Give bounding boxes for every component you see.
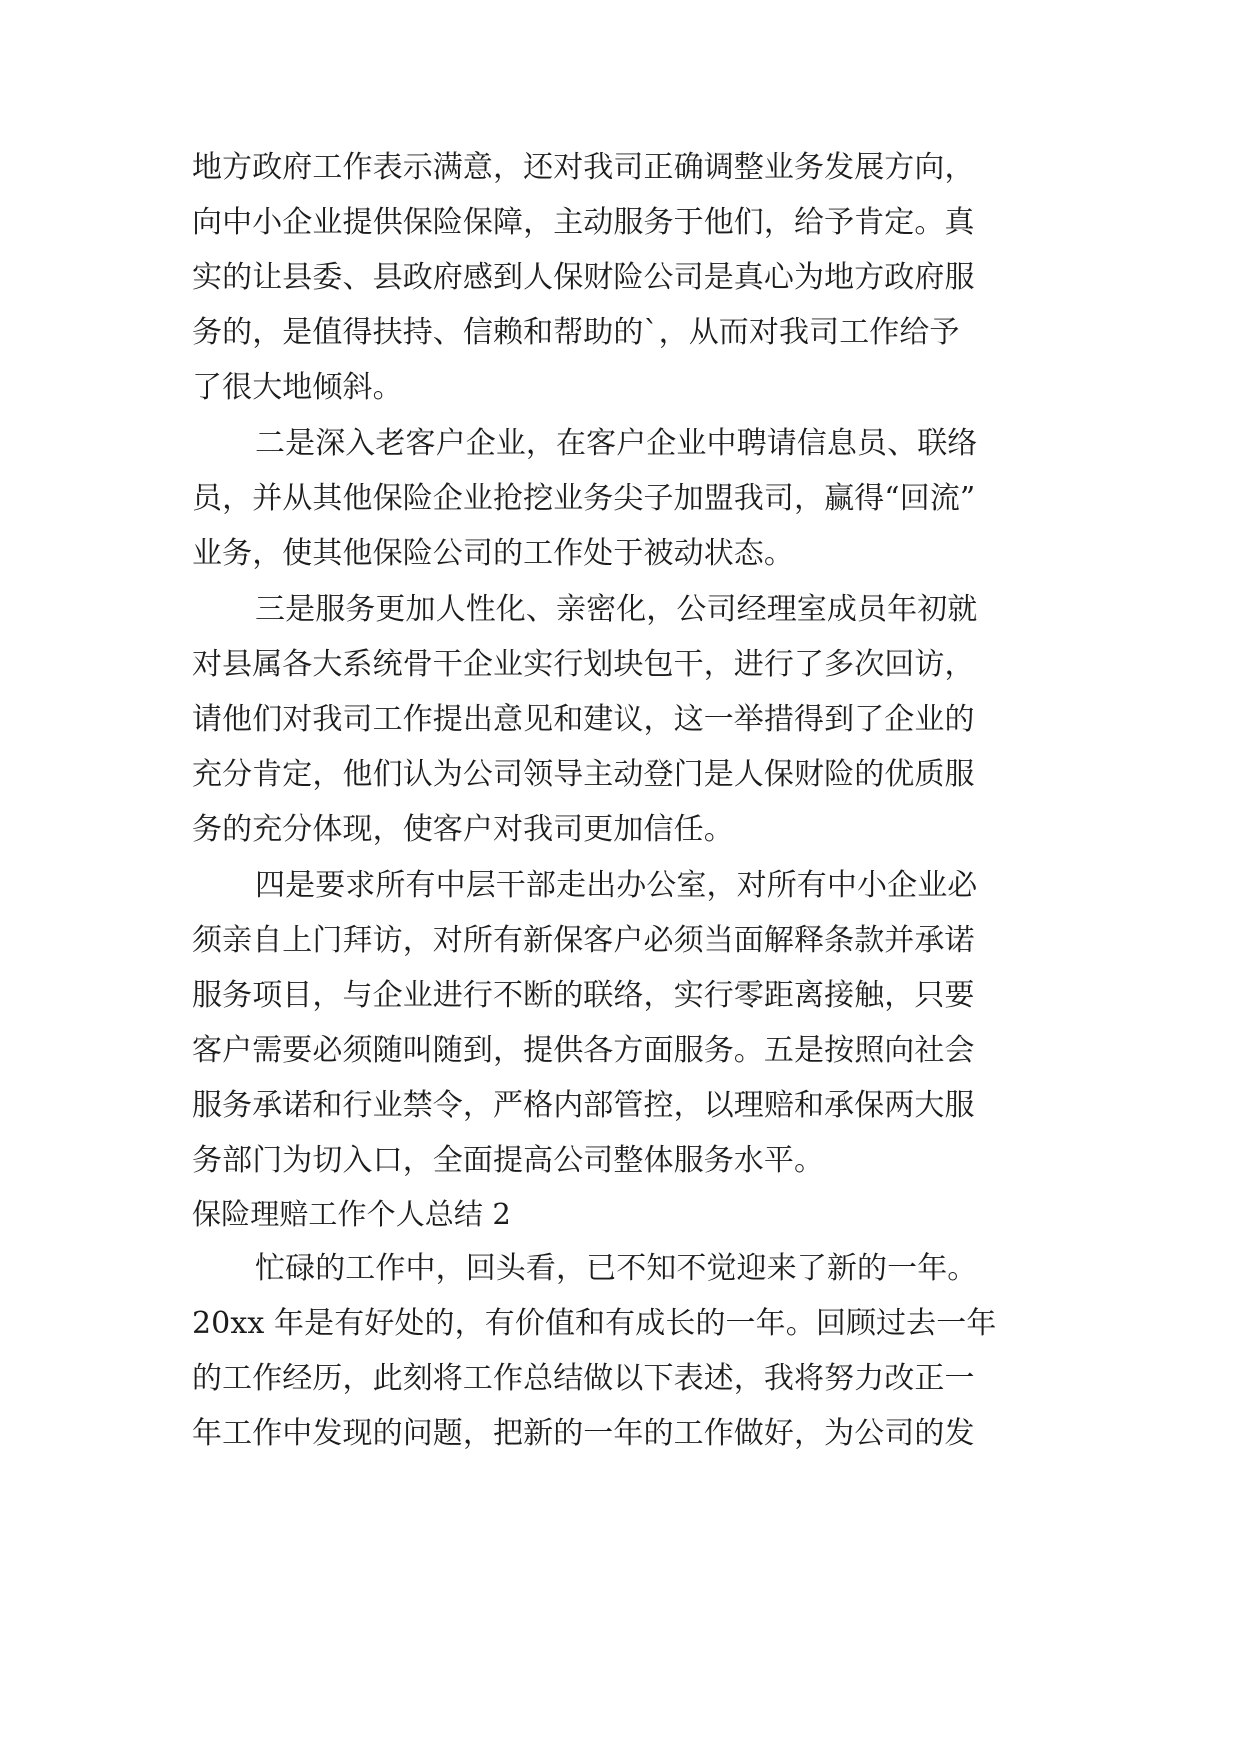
paragraph-2-line-1: 二是深入老客户企业，在客户企业中聘请信息员、联络 <box>255 426 978 461</box>
paragraph-4-line-4: 客户需要必须随叫随到，提供各方面服务。五是按照向社会 <box>192 1033 975 1068</box>
paragraph-4-line-5: 服务承诺和行业禁令，严格内部管控，以理赔和承保两大服 <box>192 1088 975 1123</box>
paragraph-3-line-3: 请他们对我司工作提出意见和建议，这一举措得到了企业的 <box>192 702 975 737</box>
paragraph-4-line-2: 须亲自上门拜访，对所有新保客户必须当面解释条款并承诺 <box>192 923 975 958</box>
paragraph-1-line-1: 地方政府工作表示满意，还对我司正确调整业务发展方向， <box>192 150 975 185</box>
paragraph-1-line-5: 了很大地倾斜。 <box>192 370 403 405</box>
paragraph-1-line-3: 实的让县委、县政府感到人保财险公司是真心为地方政府服 <box>192 260 975 295</box>
paragraph-3-line-5: 务的充分体现，使客户对我司更加信任。 <box>192 812 734 847</box>
section-paragraph-line-1: 忙碌的工作中，回头看，已不知不觉迎来了新的一年。 <box>255 1251 978 1286</box>
paragraph-2-line-3: 业务，使其他保险公司的工作处于被动状态。 <box>192 536 794 571</box>
paragraph-4-line-1: 四是要求所有中层干部走出办公室，对所有中小企业必 <box>255 868 978 903</box>
paragraph-1-line-2: 向中小企业提供保险保障，主动服务于他们，给予肯定。真 <box>192 205 975 240</box>
section-title: 保险理赔工作个人总结 2 <box>192 1197 511 1231</box>
paragraph-4-line-6: 务部门为切入口，全面提高公司整体服务水平。 <box>192 1143 825 1178</box>
paragraph-4-line-3: 服务项目，与企业进行不断的联络，实行零距离接触，只要 <box>192 978 975 1013</box>
section-paragraph-line-2: 20xx 年是有好处的，有价值和有成长的一年。回顾过去一年 <box>192 1306 997 1341</box>
paragraph-1-line-4: 务的，是值得扶持、信赖和帮助的`，从而对我司工作给予 <box>192 315 960 350</box>
paragraph-2-line-2: 员，并从其他保险企业抢挖业务尖子加盟我司，赢得“回流” <box>192 481 976 516</box>
paragraph-3-line-2: 对县属各大系统骨干企业实行划块包干，进行了多次回访， <box>192 647 975 682</box>
section-paragraph-line-4: 年工作中发现的问题，把新的一年的工作做好，为公司的发 <box>192 1416 975 1451</box>
paragraph-3-line-4: 充分肯定，他们认为公司领导主动登门是人保财险的优质服 <box>192 757 975 792</box>
section-paragraph-line-3: 的工作经历，此刻将工作总结做以下表述，我将努力改正一 <box>192 1361 975 1396</box>
paragraph-3-line-1: 三是服务更加人性化、亲密化，公司经理室成员年初就 <box>255 592 978 627</box>
